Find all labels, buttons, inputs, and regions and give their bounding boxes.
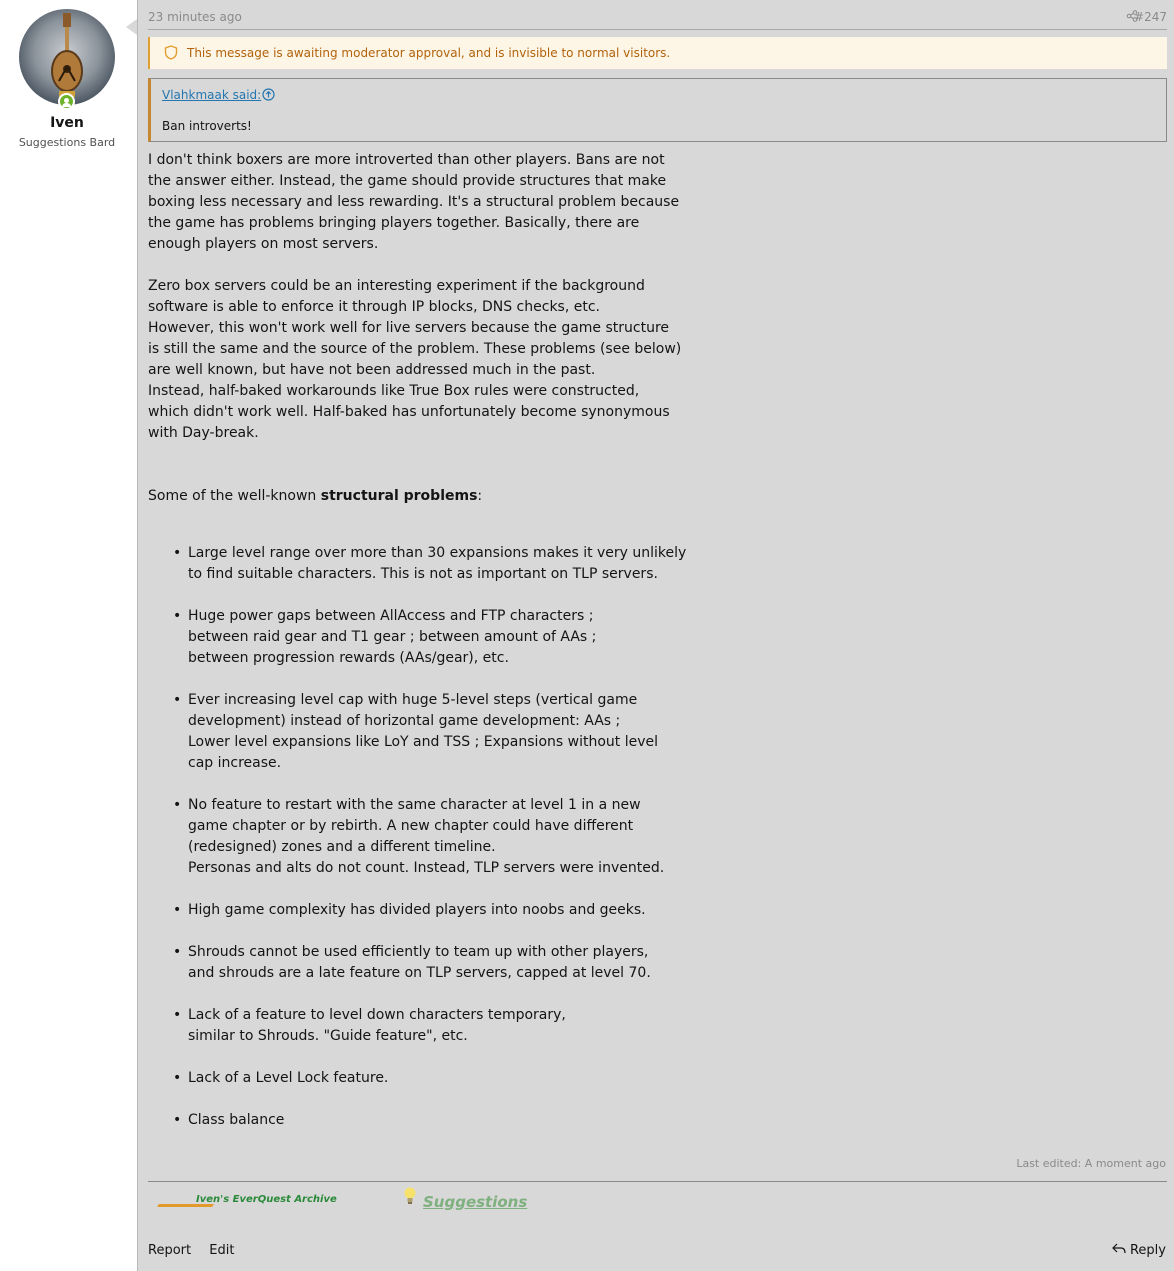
text-line: to find suitable characters. This is not as important on TLP servers. (188, 566, 658, 582)
text-line: which didn't work well. Half-baked has unfortunately become synonymous (148, 404, 670, 420)
signature-logo-link[interactable] (158, 1190, 343, 1214)
list-item (148, 1005, 668, 1047)
problems-intro-bold: structural problems (320, 488, 478, 504)
reply-button[interactable] (1112, 1243, 1166, 1258)
text-line: between progression rewards (AAs/gear), etc. (188, 650, 509, 666)
text-line: • Shrouds cannot be used efficiently to team up with other players, (188, 944, 649, 960)
arrow-up-circle-icon[interactable] (262, 88, 275, 105)
text-line: enough players on most servers. (148, 236, 379, 252)
text-line: • Lack of a Level Lock feature. (188, 1070, 389, 1086)
text-line: is still the same and the source of the problem. These problems (see below) (148, 341, 682, 357)
reply-label: Reply (1129, 1243, 1166, 1258)
user-title: Suggestions Bard (18, 136, 116, 149)
reply-icon (1112, 1243, 1130, 1258)
quote-block (148, 78, 1167, 142)
list-item (148, 942, 668, 984)
text-line: with Day-break. (148, 425, 259, 441)
signature-logo-text: Iven's EverQuest Archive (196, 1194, 337, 1205)
post-attribution (148, 0, 1167, 30)
shield-icon (164, 45, 178, 63)
post-actions (148, 1243, 248, 1258)
list-item (148, 690, 668, 774)
text-line: Zero box servers could be an interesting experiment if the background (148, 278, 645, 294)
text-line: • High game complexity has divided players into noobs and geeks. (188, 902, 646, 918)
quote-text: Ban introverts! (162, 119, 252, 133)
problems-intro-text: Some of the well-known (148, 488, 321, 504)
text-line: • Class balance (188, 1112, 285, 1128)
text-line: are well known, but have not been addressed much in the past. (148, 362, 596, 378)
username[interactable]: Iven (50, 115, 84, 131)
text-line: Instead, half-baked workarounds like True Box rules were constructed, (148, 383, 640, 399)
edit-link[interactable]: Edit (209, 1243, 235, 1258)
text-line: • No feature to restart with the same character at level 1 in a new (188, 797, 641, 813)
moderation-notice (148, 37, 1167, 69)
post-main (137, 0, 1174, 1271)
text-line: • Large level range over more than 30 expansions makes it very unlikely (188, 545, 687, 561)
problems-intro-end: : (477, 488, 483, 504)
list-item (148, 1068, 668, 1089)
user-column (0, 0, 137, 1271)
quote-source-link[interactable]: Vlahkmaak said: (162, 88, 262, 102)
text-line: However, this won't work well for live servers because the game structure (148, 320, 670, 336)
text-line: Personas and alts do not count. Instead, TLP servers were invented. (188, 860, 665, 876)
list-item (148, 900, 668, 921)
last-edited: Last edited: A moment ago (1016, 1157, 1166, 1170)
text-line: Lower level expansions like LoY and TSS ; Expansions without level (188, 734, 658, 750)
text-line: • Ever increasing level cap with huge 5-level steps (vertical game (188, 692, 638, 708)
list-item (148, 795, 668, 879)
paragraph-2 (148, 276, 682, 444)
avatar[interactable] (19, 9, 115, 105)
text-line: the answer either. Instead, the game should provide structures that make (148, 173, 667, 189)
text-line: cap increase. (188, 755, 282, 771)
paragraph-1 (148, 150, 680, 255)
text-line: similar to Shrouds. "Guide feature", etc. (188, 1028, 468, 1044)
post-body (148, 150, 687, 1152)
text-line: • Huge power gaps between AllAccess and FTP characters ; (188, 608, 594, 624)
text-line: (redesigned) zones and a different timeline. (188, 839, 496, 855)
text-line: the game has problems bringing players together. Basically, there are (148, 215, 640, 231)
text-line: boxing less necessary and less rewarding. It's a structural problem because (148, 194, 680, 210)
user-arrow (126, 19, 137, 35)
list-item (148, 606, 668, 669)
lute-icon (19, 9, 115, 105)
suggestions-link[interactable]: Suggestions (423, 1193, 528, 1211)
report-link[interactable]: Report (148, 1243, 192, 1258)
problems-intro (148, 486, 668, 507)
lightbulb-icon (403, 1187, 417, 1205)
post-number[interactable]: #247 (1134, 10, 1167, 24)
text-line: software is able to enforce it through IP blocks, DNS checks, etc. (148, 299, 600, 315)
text-line: game chapter or by rebirth. A new chapter could have different (188, 818, 634, 834)
problems-list (148, 543, 687, 1131)
text-line: • Lack of a feature to level down characters temporary, (188, 1007, 566, 1023)
list-item (148, 1110, 668, 1131)
text-line: I don't think boxers are more introverted than other players. Bans are not (148, 152, 665, 168)
post-time[interactable]: 23 minutes ago (148, 10, 242, 24)
text-line: and shrouds are a late feature on TLP servers, capped at level 70. (188, 965, 651, 981)
text-line: between raid gear and T1 gear ; between amount of AAs ; (188, 629, 597, 645)
online-status-icon (58, 93, 75, 110)
list-item (148, 543, 687, 585)
signature-divider (148, 1181, 1167, 1182)
text-line: development) instead of horizontal game development: AAs ; (188, 713, 621, 729)
moderation-text: This message is awaiting moderator approval, and is invisible to normal visitors. (187, 46, 671, 60)
